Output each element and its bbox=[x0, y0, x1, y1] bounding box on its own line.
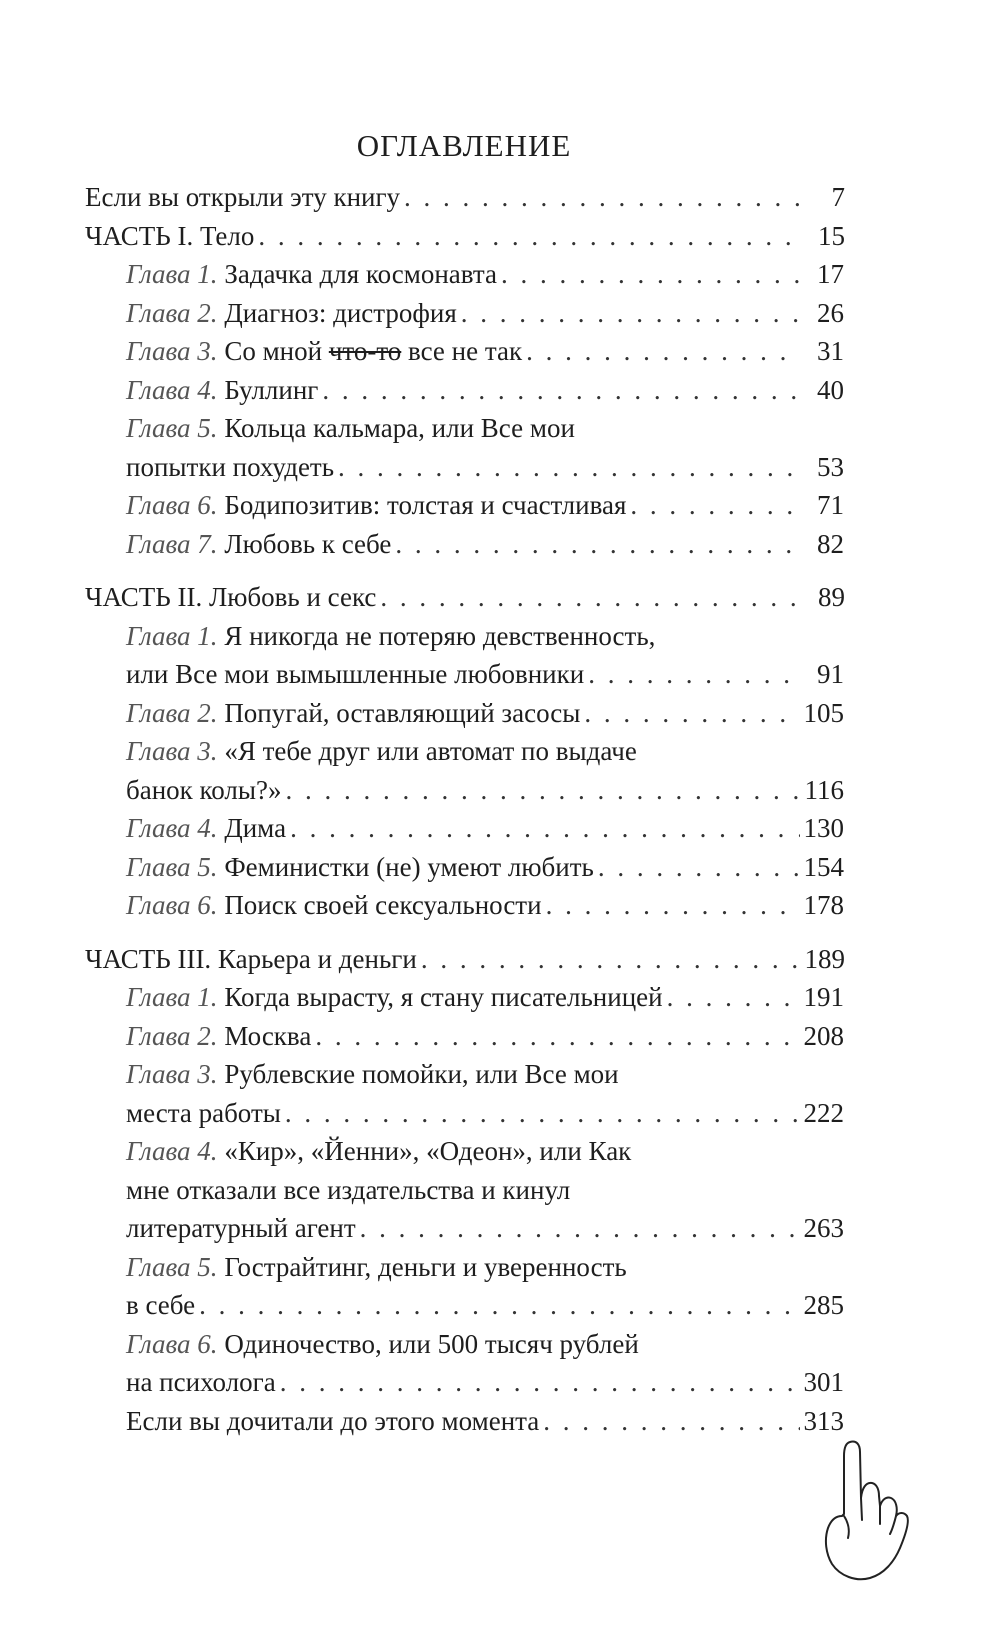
page-number: 17 bbox=[817, 259, 844, 289]
chapter-title: или Все мои вымышленные любовники bbox=[126, 659, 585, 689]
toc-chapter-entry bbox=[126, 525, 844, 564]
toc-chapter-entry bbox=[126, 1402, 844, 1441]
toc-chapter-entry bbox=[126, 1325, 844, 1402]
page-number: 7 bbox=[831, 182, 845, 212]
chapter-label: Глава 4. bbox=[126, 1136, 218, 1166]
chapter-label: Глава 1. bbox=[126, 982, 218, 1012]
struck-through-text: что-то bbox=[328, 336, 402, 366]
chapter-title: Задачка для космонавта bbox=[224, 259, 497, 289]
chapter-label: Глава 3. bbox=[126, 736, 218, 766]
chapter-label: Глава 3. bbox=[126, 336, 218, 366]
chapter-title: все не так bbox=[408, 336, 523, 366]
page-number: 313 bbox=[803, 1405, 844, 1436]
chapter-title: Любовь к себе bbox=[224, 528, 392, 559]
chapter-title: Со мной bbox=[224, 336, 323, 366]
page-number: 26 bbox=[817, 297, 844, 328]
dot-leader bbox=[285, 1094, 800, 1133]
dot-leader bbox=[546, 886, 800, 925]
page-number: 191 bbox=[803, 982, 844, 1012]
dot-leader bbox=[598, 848, 800, 887]
toc-title: ОГЛАВЛЕНИЕ bbox=[356, 128, 572, 163]
dot-leader bbox=[258, 217, 801, 256]
page-number: 15 bbox=[818, 220, 845, 251]
chapter-title: литературный агент bbox=[126, 1213, 356, 1243]
page-number: 116 bbox=[804, 774, 844, 805]
chapter-label: Глава 5. bbox=[126, 1251, 218, 1282]
dot-leader bbox=[338, 448, 800, 487]
toc-part-entry bbox=[85, 178, 845, 217]
toc-chapter-entry bbox=[126, 409, 844, 486]
toc-chapter-entry bbox=[126, 332, 844, 371]
chapter-title: Феминистки (не) умеют любить bbox=[224, 851, 594, 882]
toc-chapter-entry bbox=[126, 255, 844, 294]
dot-leader bbox=[404, 178, 801, 217]
toc-part-entry bbox=[85, 578, 845, 617]
dot-leader bbox=[280, 1363, 800, 1402]
page-number: 263 bbox=[803, 1213, 844, 1243]
toc-chapter-entry bbox=[126, 694, 844, 733]
chapter-title: Бодипозитив: толстая и счастливая bbox=[224, 490, 627, 520]
chapter-label: Глава 1. bbox=[126, 620, 218, 651]
page-number: 40 bbox=[817, 374, 844, 405]
toc-chapter-entry bbox=[126, 617, 844, 694]
dot-leader bbox=[501, 255, 800, 294]
pointing-hand-icon bbox=[822, 1436, 912, 1586]
dot-leader bbox=[395, 525, 800, 564]
chapter-label: Глава 5. bbox=[126, 413, 218, 443]
dot-leader bbox=[584, 694, 799, 733]
chapter-title: Гострайтинг, деньги и уверенность bbox=[224, 1251, 627, 1282]
toc-chapter-entry bbox=[126, 1132, 844, 1248]
chapter-title: места работы bbox=[126, 1097, 281, 1128]
toc-chapter-entry bbox=[126, 1248, 844, 1325]
toc-chapter-entry bbox=[126, 732, 844, 809]
dot-leader bbox=[461, 294, 800, 333]
page-number: 208 bbox=[803, 1020, 844, 1051]
chapter-label: Глава 3. bbox=[126, 1059, 218, 1089]
chapter-label: Глава 1. bbox=[126, 259, 218, 289]
chapter-label: Глава 6. bbox=[126, 490, 218, 520]
toc-chapter-entry bbox=[126, 978, 844, 1017]
chapter-title: Дима bbox=[224, 813, 287, 843]
toc-chapter-entry bbox=[126, 1055, 844, 1132]
toc-part-entry bbox=[85, 940, 845, 979]
page-number: 105 bbox=[803, 697, 844, 728]
chapter-title: Кольца кальмара, или Все мои bbox=[224, 413, 575, 443]
chapter-label: Глава 6. bbox=[126, 1328, 218, 1359]
toc-chapter-entry bbox=[126, 809, 844, 848]
dot-leader bbox=[630, 486, 800, 525]
toc-chapter-entry bbox=[126, 371, 844, 410]
page-number: 89 bbox=[818, 582, 845, 612]
chapter-title: попытки похудеть bbox=[126, 451, 335, 482]
chapter-title: Я никогда не потеряю девственность, bbox=[224, 620, 656, 651]
chapter-title: «Кир», «Йенни», «Одеон», или Как bbox=[224, 1136, 632, 1166]
chapter-title: «Я тебе друг или автомат по выдаче bbox=[224, 736, 637, 766]
page-number: 178 bbox=[803, 890, 844, 920]
part-title: ЧАСТЬ III. Карьера и деньги bbox=[85, 943, 417, 974]
part-title: ЧАСТЬ II. Любовь и секс bbox=[85, 582, 377, 612]
chapter-title: Буллинг bbox=[224, 374, 319, 405]
dot-leader bbox=[667, 978, 800, 1017]
chapter-label: Глава 4. bbox=[126, 374, 218, 405]
chapter-title: в себе bbox=[126, 1290, 196, 1320]
toc-chapter-entry bbox=[126, 886, 844, 925]
dot-leader bbox=[315, 1017, 799, 1056]
chapter-label: Глава 5. bbox=[126, 851, 218, 882]
dot-leader bbox=[543, 1402, 799, 1441]
toc-part-entry bbox=[85, 217, 845, 256]
page-number: 71 bbox=[817, 490, 844, 520]
chapter-label: Глава 2. bbox=[126, 297, 218, 328]
chapter-title: Когда вырасту, я стану писательницей bbox=[224, 982, 663, 1012]
table-of-contents bbox=[0, 178, 1000, 1440]
chapter-label: Глава 2. bbox=[126, 1020, 218, 1051]
dot-leader bbox=[360, 1209, 800, 1248]
page-number: 285 bbox=[803, 1290, 844, 1320]
page-number: 222 bbox=[803, 1097, 844, 1128]
dot-leader bbox=[322, 371, 800, 410]
chapter-title: Одиночество, или 500 тысяч рублей bbox=[224, 1328, 639, 1359]
dot-leader bbox=[290, 809, 799, 848]
page-number: 53 bbox=[817, 451, 844, 482]
chapter-title: банок колы?» bbox=[126, 774, 282, 805]
chapter-title: Рублевские помойки, или Все мои bbox=[224, 1059, 619, 1089]
chapter-title: Москва bbox=[224, 1020, 312, 1051]
part-title: ЧАСТЬ I. Тело bbox=[85, 220, 255, 251]
page-number: 130 bbox=[803, 813, 844, 843]
chapter-label: Глава 4. bbox=[126, 813, 218, 843]
page-number: 154 bbox=[803, 851, 844, 882]
dot-leader bbox=[421, 940, 801, 979]
chapter-title: на психолога bbox=[126, 1367, 276, 1397]
toc-chapter-entry bbox=[126, 294, 844, 333]
chapter-label: Глава 2. bbox=[126, 697, 218, 728]
chapter-title: Если вы дочитали до этого момента bbox=[126, 1405, 540, 1436]
page-number: 82 bbox=[817, 528, 844, 559]
page-number: 31 bbox=[817, 336, 844, 366]
chapter-label: Глава 6. bbox=[126, 890, 218, 920]
dot-leader bbox=[588, 655, 800, 694]
chapter-title: Диагноз: дистрофия bbox=[224, 297, 457, 328]
toc-chapter-entry bbox=[126, 1017, 844, 1056]
dot-leader bbox=[380, 578, 801, 617]
page-number: 301 bbox=[803, 1367, 844, 1397]
dot-leader bbox=[199, 1286, 799, 1325]
part-title: Если вы открыли эту книгу bbox=[85, 182, 401, 212]
chapter-title: Поиск своей сексуальности bbox=[224, 890, 542, 920]
page-number: 189 bbox=[804, 943, 845, 974]
toc-chapter-entry bbox=[126, 486, 844, 525]
chapter-title: мне отказали все издательства и кинул bbox=[126, 1174, 571, 1205]
dot-leader bbox=[526, 332, 800, 371]
dot-leader bbox=[286, 771, 800, 810]
chapter-title: Попугай, оставляющий засосы bbox=[224, 697, 581, 728]
page-number: 91 bbox=[817, 659, 844, 689]
chapter-label: Глава 7. bbox=[126, 528, 218, 559]
toc-chapter-entry bbox=[126, 848, 844, 887]
